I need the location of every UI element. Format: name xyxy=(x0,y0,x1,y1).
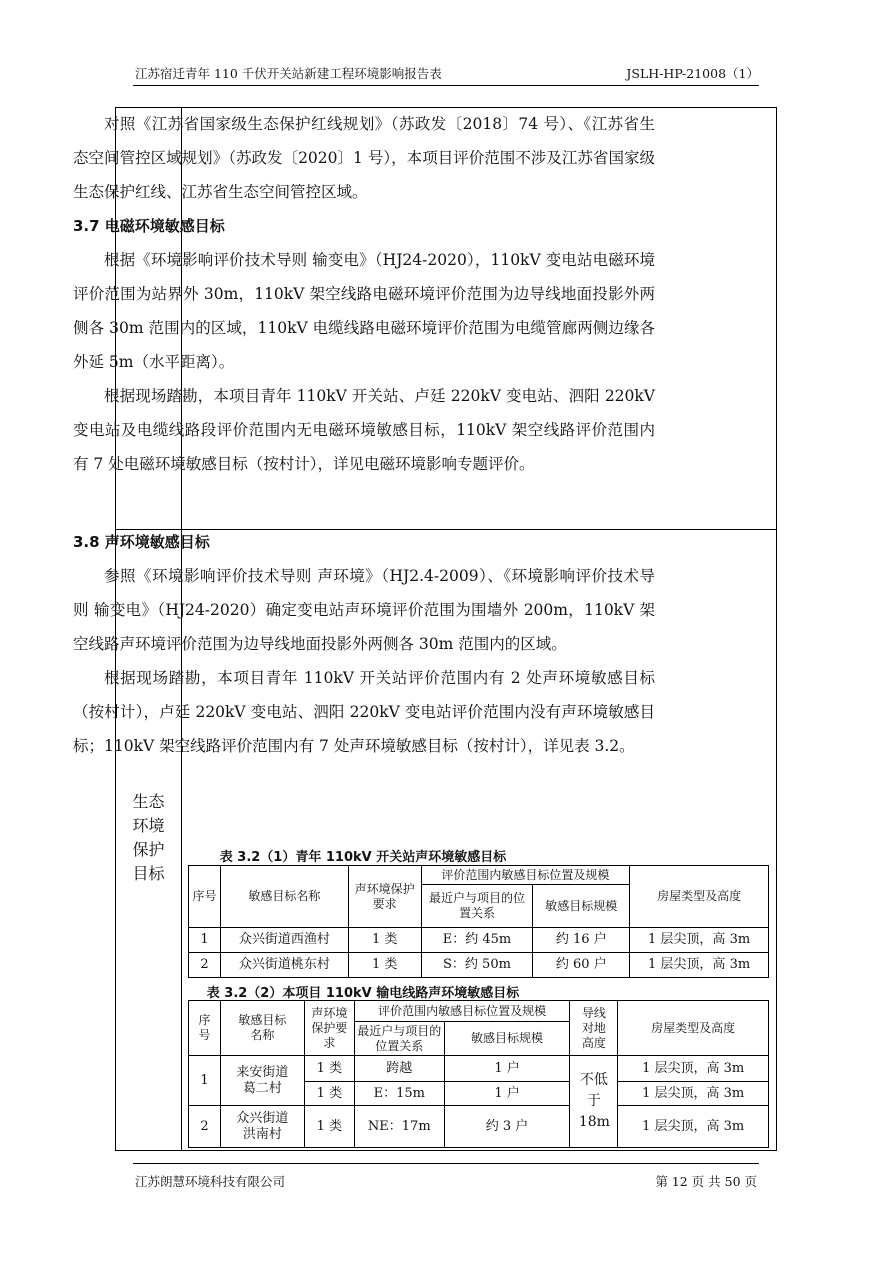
heading-3-8: 3.8 声环境敏感目标 xyxy=(73,533,210,551)
cell-scale: 1 户 xyxy=(444,1056,570,1082)
cell-name: 众兴街道西渔村 xyxy=(220,928,348,953)
cell-position: 跨越 xyxy=(354,1056,444,1082)
table-row xyxy=(189,928,769,953)
table1-header-group: 评价范围内敏感目标位置及规模 xyxy=(421,866,630,885)
paragraph-redline: 对照《江苏省国家级生态保护红线规划》（苏政发〔2018〕74 号）、《江苏省生态空间管控区域规划》（苏政发〔2020〕1 号），本项目评价范围不涉及江苏省国家级生态保护红线、江苏省生态空间管控区域。 xyxy=(73,115,655,201)
table2-header-level: 声环境保护要求 xyxy=(304,1001,354,1056)
table1 xyxy=(188,865,769,978)
cell-scale: 约 16 户 xyxy=(533,928,630,953)
cell-seq: 1 xyxy=(189,928,221,953)
cell-house: 1 层尖顶，高 3m xyxy=(618,1056,769,1082)
table-row xyxy=(189,1056,769,1082)
cell-name: 来安街道葛二村 xyxy=(220,1056,304,1106)
table-row xyxy=(189,953,769,978)
cell-house: 1 层尖顶，高 3m xyxy=(618,1106,769,1148)
report-title: 江苏宿迁青年 110 千伏开关站新建工程环境影响报告表 xyxy=(135,66,442,81)
cell-scale: 约 60 户 xyxy=(533,953,630,978)
section-ecology xyxy=(73,107,655,481)
cell-position: NE：17m xyxy=(354,1106,444,1148)
side-category-label: 生态环境保护目标 xyxy=(132,792,165,883)
cell-level: 1 类 xyxy=(304,1056,354,1082)
table2-header-name: 敏感目标名称 xyxy=(220,1001,304,1056)
table2 xyxy=(188,1000,769,1148)
cell-level: 1 类 xyxy=(304,1106,354,1148)
cell-seq: 2 xyxy=(189,1106,221,1148)
cell-seq: 1 xyxy=(189,1056,221,1106)
paragraph-em-survey: 根据现场踏勘，本项目青年 110kV 开关站、卢廷 220kV 变电站、泗阳 220kV 变电站及电缆线路段评价范围内无电磁环境敏感目标，110kV 架空线路评价范围内有 7 处电磁环境敏感目标（按村计），详见电磁环境影响专题评价。 xyxy=(73,387,655,473)
table2-header-position: 最近户与项目的位置关系 xyxy=(354,1022,444,1056)
table2-caption: 表 3.2（2）本项目 110kV 输电线路声环境敏感目标 xyxy=(206,986,520,1001)
cell-position: S：约 50m xyxy=(421,953,533,978)
table2-header-seq: 序号 xyxy=(189,1001,221,1056)
section-noise xyxy=(73,525,655,763)
cell-position: E：15m xyxy=(354,1082,444,1106)
cell-height: 不低于18m xyxy=(570,1056,618,1148)
page-number: 第 12 页 共 50 页 xyxy=(655,1174,757,1189)
cell-house: 1 层尖顶，高 3m xyxy=(630,928,769,953)
cell-house: 1 层尖顶，高 3m xyxy=(618,1082,769,1106)
heading-3-7: 3.7 电磁环境敏感目标 xyxy=(73,217,225,235)
cell-level: 1 类 xyxy=(304,1082,354,1106)
table1-header-row xyxy=(189,866,769,885)
paragraph-em-scope: 根据《环境影响评价技术导则 输变电》（HJ24-2020），110kV 变电站电磁环境评价范围为站界外 30m，110kV 架空线路电磁环境评价范围为边导线地面投影外两侧各 30m 范围内的区域，110kV 电缆线路电磁环境评价范围为电缆管廊两侧边缘各外延 5m（水平距离）。 xyxy=(73,251,655,371)
cell-name: 众兴街道桃东村 xyxy=(220,953,348,978)
cell-level: 1 类 xyxy=(348,953,421,978)
cell-level: 1 类 xyxy=(348,928,421,953)
cell-scale: 1 户 xyxy=(444,1082,570,1106)
cell-position: E：约 45m xyxy=(421,928,533,953)
table1-caption: 表 3.2（1）青年 110kV 开关站声环境敏感目标 xyxy=(219,850,507,865)
table2-header-scale: 敏感目标规模 xyxy=(444,1022,570,1056)
cell-scale: 约 3 户 xyxy=(444,1106,570,1148)
table1-header-name: 敏感目标名称 xyxy=(220,866,348,928)
paragraph-noise-scope: 参照《环境影响评价技术导则 声环境》（HJ2.4-2009）、《环境影响评价技术导则 输变电》（HJ24-2020）确定变电站声环境评价范围为围墙外 200m，110kV 架空线路声环境评价范围为边导线地面投影外两侧各 30m 范围内的区域。 xyxy=(73,567,655,653)
cell-seq: 2 xyxy=(189,953,221,978)
cell-house: 1 层尖顶，高 3m xyxy=(630,953,769,978)
page-footer xyxy=(133,1172,759,1192)
table1-header-seq: 序号 xyxy=(189,866,221,928)
company-name: 江苏朗慧环境科技有限公司 xyxy=(135,1174,286,1189)
report-code: JSLH-HP-21008（1） xyxy=(626,66,759,81)
table2-header-group: 评价范围内敏感目标位置及规模 xyxy=(354,1001,569,1022)
cell-name: 众兴街道洪南村 xyxy=(220,1106,304,1148)
footer-divider xyxy=(133,1163,759,1164)
table2-header-house: 房屋类型及高度 xyxy=(618,1001,769,1056)
table2-header-row xyxy=(189,1001,769,1022)
table1-header-level: 声环境保护要求 xyxy=(348,866,421,928)
header-divider xyxy=(133,85,759,86)
table1-header-house: 房屋类型及高度 xyxy=(630,866,769,928)
table-row xyxy=(189,1106,769,1148)
table2-header-height: 导线对地高度 xyxy=(570,1001,618,1056)
table1-header-position: 最近户与项目的位置关系 xyxy=(421,885,533,928)
table1-header-scale: 敏感目标规模 xyxy=(533,885,630,928)
paragraph-noise-survey: 根据现场踏勘，本项目青年 110kV 开关站评价范围内有 2 处声环境敏感目标（按村计），卢廷 220kV 变电站、泗阳 220kV 变电站评价范围内没有声环境敏感目标；110kV 架空线路评价范围内有 7 处声环境敏感目标（按村计），详见表 3.2。 xyxy=(73,669,655,755)
page-header xyxy=(133,64,759,84)
